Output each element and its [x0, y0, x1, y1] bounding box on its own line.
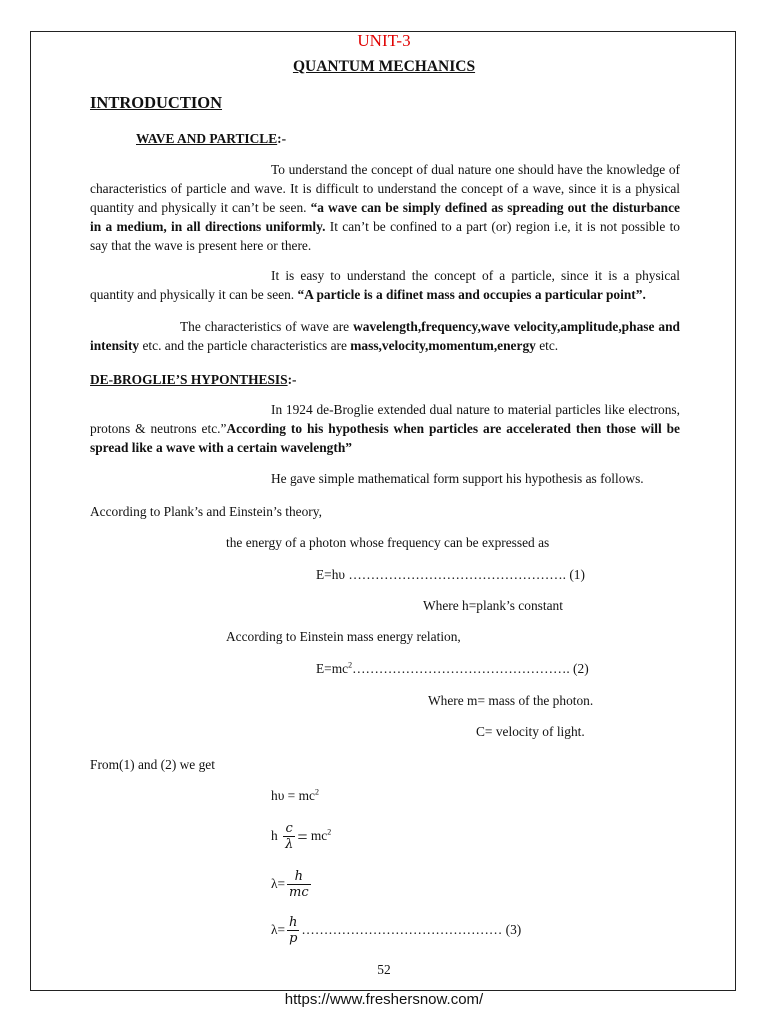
wave-particle-heading-suffix: :-: [277, 131, 287, 146]
einstein-line: According to Einstein mass energy relation,: [226, 629, 461, 644]
step4-numerator: h: [289, 915, 298, 931]
step3-fraction: [287, 869, 311, 900]
step2-rhs: mc: [310, 828, 328, 843]
step2-equals: =: [297, 826, 308, 847]
theory-line: According to Plank’s and Einstein’s theory,: [90, 504, 322, 519]
where-m-line: Where m= mass of the photon.: [428, 693, 594, 708]
wave-particle-heading-text: WAVE AND PARTICLE: [136, 131, 278, 146]
from-line: From(1) and (2) we get: [90, 757, 215, 772]
unit-label: UNIT-3: [357, 31, 411, 50]
debroglie-heading-text: DE-BROGLIE’S HYPONTHESIS: [90, 372, 288, 387]
where-c-line: C= velocity of light.: [476, 724, 585, 739]
equation-1: E=hυ …………………………………………. (1): [316, 567, 585, 582]
step4-denominator: p: [287, 930, 299, 946]
wave-para-text-c: It can’t be confined to a part (or) region i.e, it is not possible to say that the wave is present here or there.: [90, 219, 680, 253]
eq2-lhs: E=mc: [316, 661, 349, 676]
step2-fraction: [283, 821, 295, 852]
derivation-step-3: [271, 866, 313, 902]
where-h-line: Where h=plank’s constant: [423, 598, 563, 613]
equation-2: [316, 659, 589, 678]
characteristics-paragraph: [90, 317, 680, 355]
step3-denominator: mc: [289, 885, 309, 901]
step1-exponent: 2: [314, 787, 319, 797]
step4-fraction: [287, 915, 299, 946]
debroglie-heading: [90, 370, 296, 389]
debroglie-hypothesis-bold: According to his hypothesis when particles are accelerated then those will be spread like a wave with a certain wavelength”: [90, 421, 680, 455]
page-title: QUANTUM MECHANICS: [292, 58, 476, 75]
footer-url-link[interactable]: https://www.freshersnow.com/: [284, 991, 484, 1008]
step2-exponent: 2: [327, 827, 332, 837]
debroglie-text-a: In 1924 de-Broglie extended dual nature to material particles like electrons, protons & neutrons etc.”: [90, 402, 680, 436]
debroglie-paragraph: [90, 400, 680, 457]
derivation-step-4: [271, 912, 521, 948]
introduction-heading: INTRODUCTION: [90, 93, 223, 112]
energy-line: the energy of a photon whose frequency can be expressed as: [226, 535, 550, 550]
characteristics-text-e: etc.: [535, 338, 559, 353]
derivation-step-2: [271, 818, 331, 855]
debroglie-heading-suffix: :-: [287, 372, 297, 387]
step1-lhs: hυ = mc: [271, 788, 315, 803]
particle-characteristics-bold: mass,velocity,momentum,energy: [350, 338, 536, 353]
characteristics-text-a: The characteristics of wave are: [180, 319, 354, 334]
particle-definition-bold: “A particle is a difinet mass and occupies a particular point”.: [297, 287, 646, 302]
step3-numerator: h: [294, 869, 304, 885]
particle-paragraph: [90, 266, 680, 304]
wave-para-text-a: To understand the concept of dual nature one should have the knowledge of characteristics of particle and wave. It is difficult to understand the concept of a wave, since it is a physical quantity and physically it can’t be seen.: [90, 162, 680, 215]
page-number: 52: [377, 962, 391, 977]
eq2-rhs: …………………………………………. (2): [352, 661, 589, 676]
wave-definition-bold: “a wave can be simply defined as spreading out the disturbance in a medium, in all directions uniformly.: [90, 200, 680, 234]
eq2-exponent: 2: [348, 660, 353, 670]
step2-numerator: c: [285, 821, 293, 837]
wave-paragraph: [90, 160, 680, 255]
step3-lhs: λ=: [271, 876, 286, 891]
characteristics-text-c: etc. and the particle characteristics are: [139, 338, 351, 353]
wave-particle-heading: [136, 129, 286, 148]
derivation-step-1: [271, 786, 319, 805]
step4-rhs: ……………………………………… (3): [301, 922, 522, 937]
wave-characteristics-bold: wavelength,frequency,wave velocity,amplitude,phase and intensity: [90, 319, 680, 353]
step4-lhs: λ=: [271, 922, 286, 937]
step2-denominator: λ: [285, 837, 294, 853]
particle-para-text-a: It is easy to understand the concept of a particle, since it is a physical quantity and physically it can be seen.: [90, 268, 680, 302]
step2-h: h: [271, 828, 278, 843]
support-line: He gave simple mathematical form support his hypothesis as follows.: [271, 471, 644, 486]
